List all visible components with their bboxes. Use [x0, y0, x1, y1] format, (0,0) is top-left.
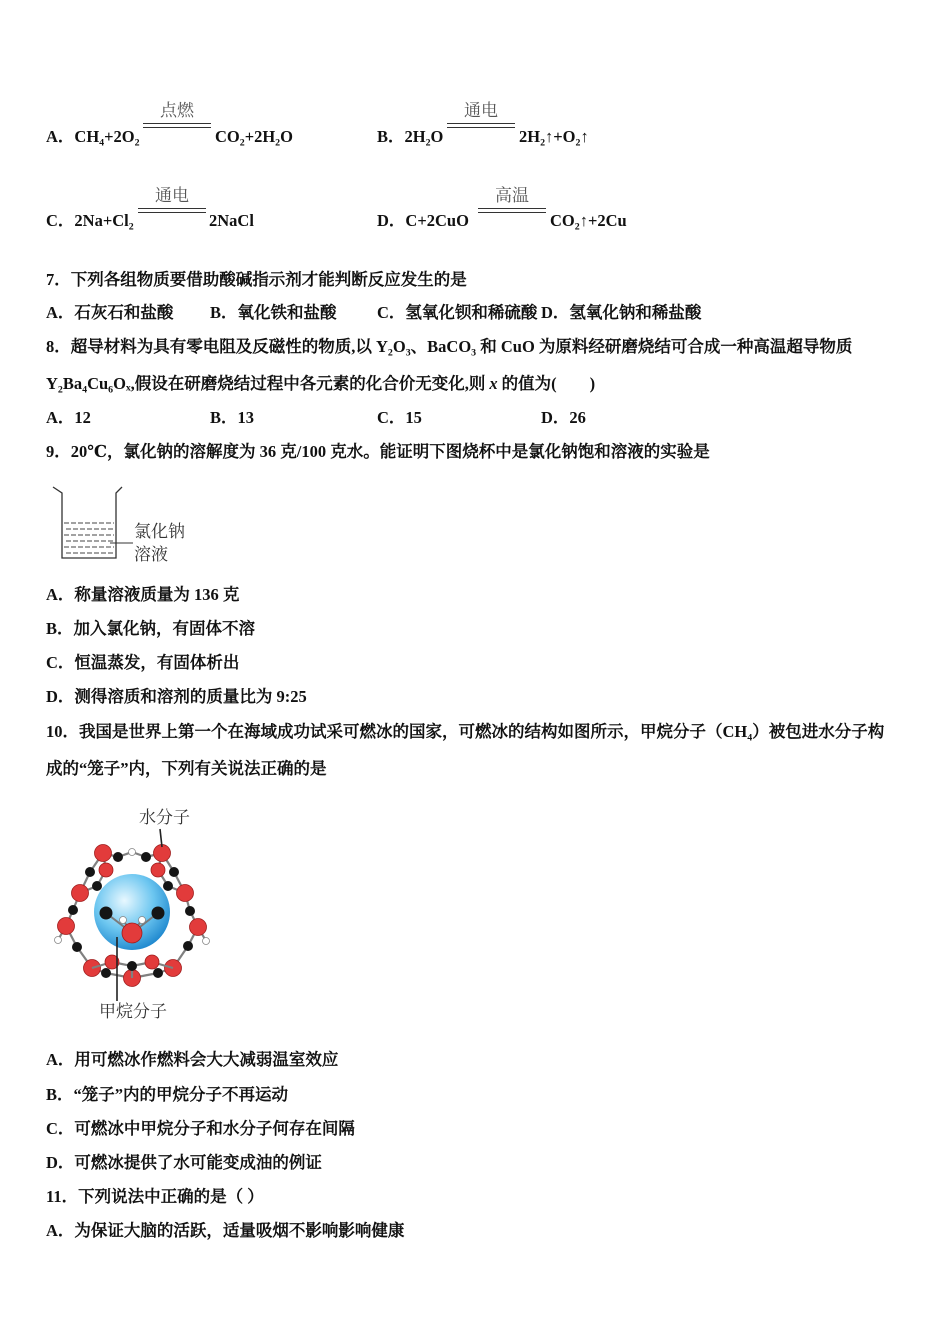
oxygen-atom — [151, 863, 165, 877]
small-white-atom — [203, 938, 210, 945]
hydrogen-atom — [127, 961, 137, 971]
equals-double-line — [447, 123, 515, 128]
q9-option-d: D．测得溶质和溶剂的质量比为 9:25 — [46, 687, 307, 706]
q8-stem-line2-text: Y₂Ba₄Cu₆Oₓ,假设在研磨烧结过程中各元素的化合价无变化,则 — [46, 374, 486, 393]
methane-atom-black — [152, 907, 165, 920]
q6-option-a-reactants — [46, 126, 140, 148]
q7-option-a: A．石灰石和盐酸 — [46, 303, 174, 322]
hydrogen-atom — [92, 881, 102, 891]
hydrogen-atom — [163, 881, 173, 891]
option-letter: D． — [377, 211, 406, 230]
option-letter: C． — [46, 211, 75, 230]
q8-option-d: D．26 — [541, 408, 586, 427]
small-white-atom — [129, 849, 136, 856]
q6-option-b-condition — [447, 101, 515, 131]
q6-option-d-condition — [478, 186, 546, 216]
reactants: 2H₂O — [404, 127, 444, 146]
reactants: 2Na+Cl₂ — [74, 211, 134, 230]
small-white-atom — [55, 937, 62, 944]
q8-option-c: C．15 — [377, 408, 422, 427]
beaker-label-line2: 溶液 — [134, 545, 168, 565]
reaction-condition-label: 通电 — [464, 101, 498, 121]
q9-stem: 9．20℃，氯化钠的溶解度为 36 克/100 克水。能证明下图烧杯中是氯化钠饱和溶液的实验是 — [46, 442, 710, 461]
reactants: C+2CuO — [405, 211, 469, 230]
q6-option-d-products: CO₂↑+2Cu — [550, 211, 627, 230]
variable-x: x — [489, 374, 498, 393]
hydrogen-atom — [85, 867, 95, 877]
oxygen-atom — [58, 918, 75, 935]
q6-option-b-products: 2H₂↑+O₂↑ — [519, 127, 589, 146]
hydrogen-atom — [68, 905, 78, 915]
q7-option-c: C．氢氧化钡和稀硫酸 — [377, 303, 538, 322]
q7-stem: 7．下列各组物质要借助酸碱指示剂才能判断反应发生的是 — [46, 270, 467, 289]
reaction-condition-label: 通电 — [155, 186, 189, 206]
q7-option-d: D．氢氧化钠和稀盐酸 — [541, 303, 702, 322]
hydrogen-atom — [141, 852, 151, 862]
q8-stem-line2 — [46, 373, 595, 395]
hydrogen-atom — [113, 852, 123, 862]
q10-option-b: B．“笼子”内的甲烷分子不再运动 — [46, 1085, 289, 1104]
methane-atom-white — [139, 917, 146, 924]
q6-option-d-reactants — [377, 210, 469, 232]
hydrogen-atom — [72, 942, 82, 952]
q6-option-b-reactants — [377, 126, 443, 148]
q11-option-a: A．为保证大脑的活跃，适量吸烟不影响影响健康 — [46, 1221, 405, 1240]
reaction-condition-label: 高温 — [495, 186, 529, 206]
oxygen-atom — [177, 885, 194, 902]
q6-option-c-condition — [138, 186, 206, 216]
hydrogen-atom — [183, 941, 193, 951]
oxygen-atom — [72, 885, 89, 902]
q10-option-a: A．用可燃冰作燃料会大大减弱温室效应 — [46, 1050, 339, 1069]
q9-option-c: C．恒温蒸发，有固体析出 — [46, 653, 240, 672]
oxygen-atom — [95, 845, 112, 862]
equals-double-line — [138, 208, 206, 213]
hydrogen-atom — [101, 968, 111, 978]
reactants: CH₄+2O₂ — [74, 127, 140, 146]
water-molecule-label: 水分子 — [139, 808, 190, 828]
equals-double-line — [143, 123, 211, 128]
hydrogen-atom — [185, 906, 195, 916]
reaction-condition-label: 点燃 — [160, 101, 194, 121]
methane-atom-white — [120, 917, 127, 924]
q7-option-b: B．氧化铁和盐酸 — [210, 303, 337, 322]
q10-stem-line1: 10．我国是世界上第一个在海域成功试采可燃冰的国家，可燃冰的结构如图所示，甲烷分子（CH₄）被包进水分子构 — [46, 722, 885, 741]
oxygen-atom — [99, 863, 113, 877]
oxygen-atom — [190, 919, 207, 936]
option-letter: B． — [377, 127, 405, 146]
q8-stem-line2-tail: 的值为( ) — [501, 374, 596, 393]
q8-option-b: B．13 — [210, 408, 255, 427]
beaker-label-line1: 氯化钠 — [134, 522, 185, 542]
option-letter: A． — [46, 127, 75, 146]
beaker-figure — [50, 483, 140, 565]
solution-liquid — [64, 523, 114, 553]
hydrogen-atom — [153, 968, 163, 978]
hydrogen-atom — [169, 867, 179, 877]
q8-option-a: A．12 — [46, 408, 91, 427]
methane-molecule-label: 甲烷分子 — [99, 1002, 167, 1022]
oxygen-atom — [154, 845, 171, 862]
q9-option-a: A．称量溶液质量为 136 克 — [46, 585, 240, 604]
q10-option-c: C．可燃冰中甲烷分子和水分子何存在间隔 — [46, 1119, 355, 1138]
q6-option-a-condition — [143, 101, 211, 131]
q10-option-d: D．可燃冰提供了水可能变成油的例证 — [46, 1153, 322, 1172]
q6-option-c-products: 2NaCl — [209, 211, 254, 230]
q8-stem-line1: 8．超导材料为具有零电阻及反磁性的物质,以 Y₂O₃、BaCO₃ 和 CuO 为原料经研磨烧结可合成一种高温超导物质 — [46, 337, 853, 356]
equals-double-line — [478, 208, 546, 213]
q6-option-c-reactants — [46, 210, 134, 232]
q6-option-a-products: CO₂+2H₂O — [215, 127, 293, 146]
oxygen-atom — [145, 955, 159, 969]
methane-atom-black — [100, 907, 113, 920]
q10-stem-line2: 成的“笼子”内，下列有关说法正确的是 — [46, 759, 327, 778]
q11-stem: 11．下列说法中正确的是（ ） — [46, 1187, 264, 1206]
methane-center-atom — [122, 923, 142, 943]
methane-hydrate-cage-figure — [50, 826, 215, 1002]
q9-option-b: B．加入氯化钠，有固体不溶 — [46, 619, 256, 638]
